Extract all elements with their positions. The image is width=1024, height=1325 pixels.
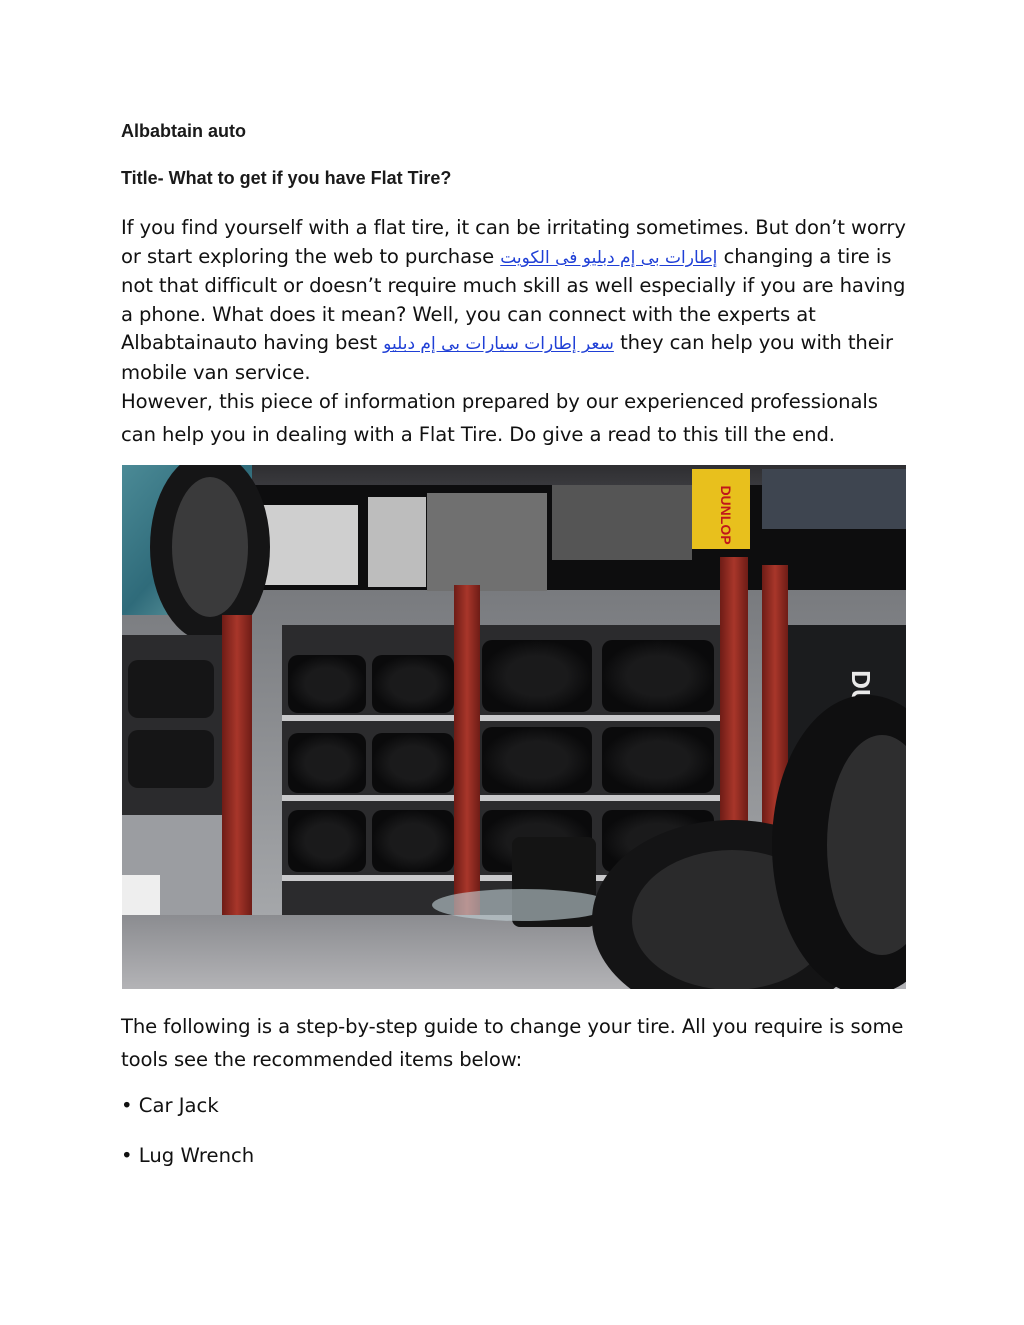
intro-paragraph bbox=[121, 214, 911, 388]
list-item-lug-wrench: • Lug Wrench bbox=[121, 1144, 255, 1167]
list-item-car-jack: • Car Jack bbox=[121, 1094, 219, 1117]
following-paragraph: The following is a step-by-step guide to change your tire. All you require is some tools see the recommended items below: bbox=[121, 1015, 904, 1071]
tire-showroom-photo bbox=[122, 465, 906, 989]
bmw-tire-price-link[interactable]: سعر إطارات سيارات بى إم دبليو bbox=[383, 334, 614, 355]
intro-text-3: they can help you with their mobile van service. bbox=[121, 331, 893, 384]
however-paragraph: However, this piece of information prepared by our experienced professionals can help you in dealing with a Flat Tire. Do give a read to this till the end. bbox=[121, 390, 878, 446]
intro-text-2: changing a tire is not that difficult or doesn’t require much skill as well especially if you are having a phone. What does it mean? Well, you can connect with the experts at Albabtainauto having best bbox=[121, 244, 906, 355]
bmw-tires-kuwait-link[interactable]: إطارات بى إم دبليو فى الكويت bbox=[500, 247, 718, 268]
intro-text-1: If you find yourself with a flat tire, it can be irritating sometimes. But don’t worry or start exploring the web to purchase bbox=[121, 216, 906, 268]
svg-text:DUNLOP: DUNLOP bbox=[718, 485, 734, 545]
document-title: Title- What to get if you have Flat Tire? bbox=[121, 168, 452, 188]
company-name: Albabtain auto bbox=[121, 121, 246, 141]
